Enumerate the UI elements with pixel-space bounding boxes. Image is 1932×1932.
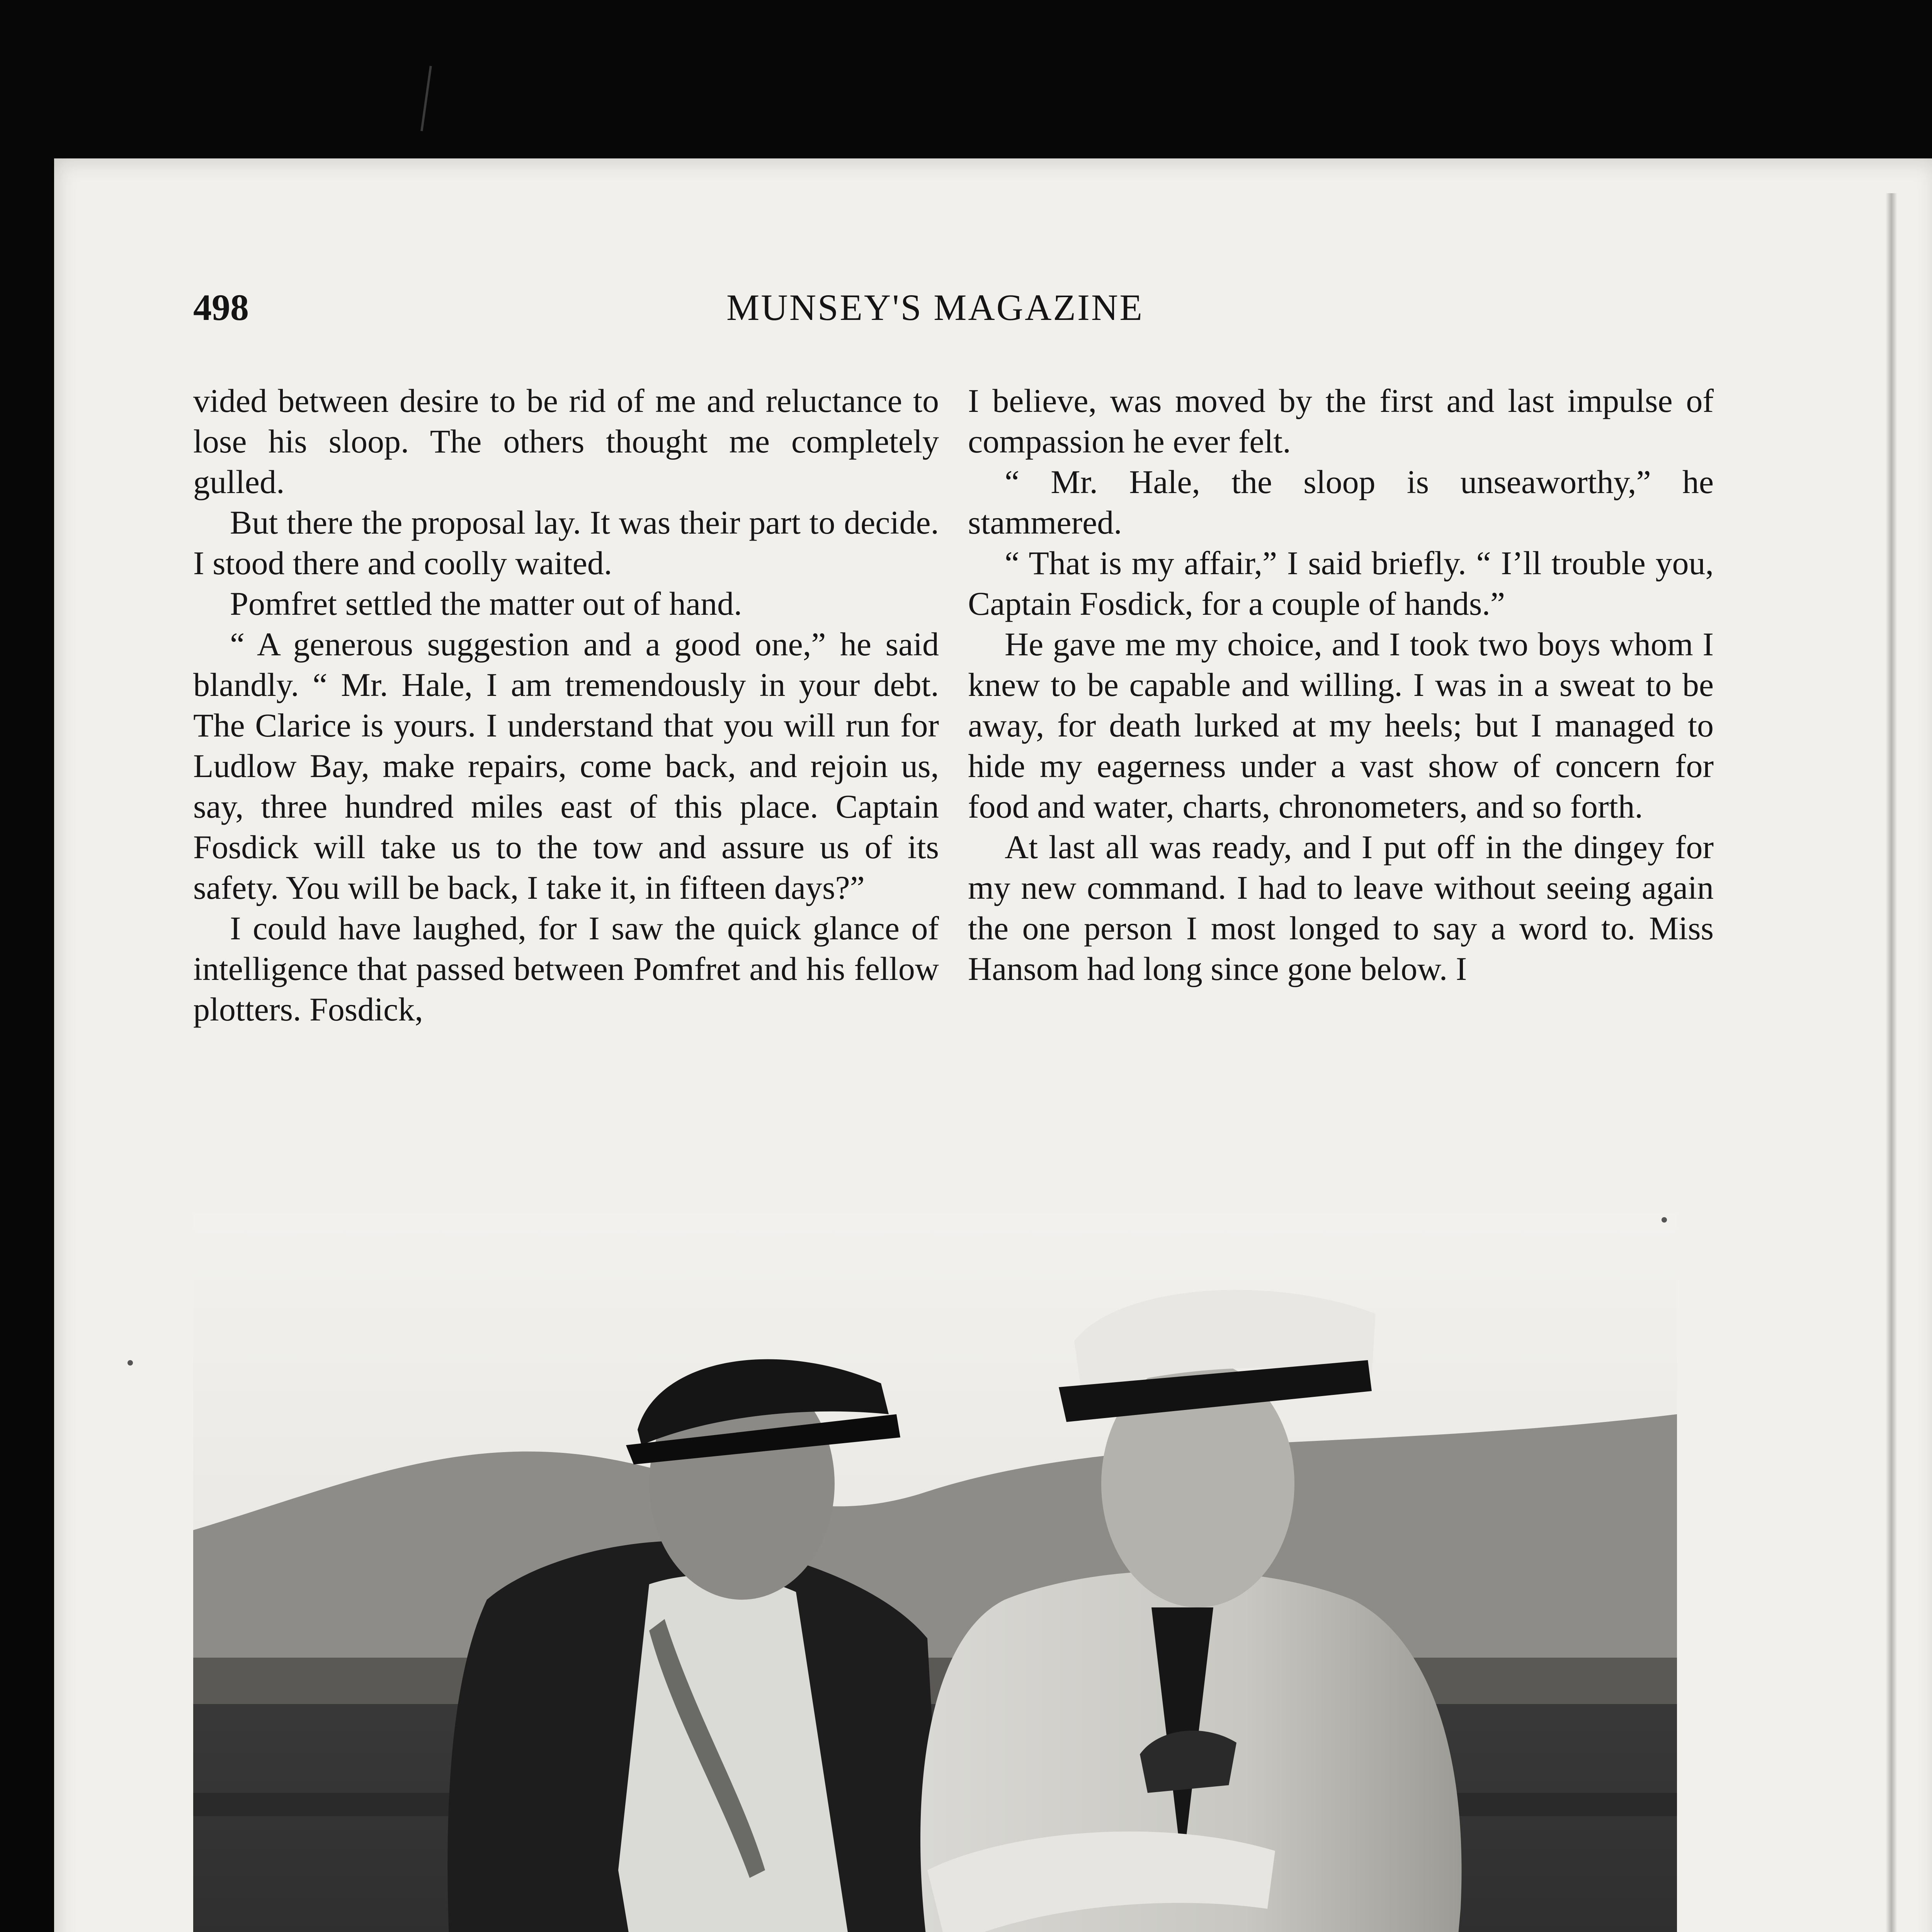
film-scratch [420,66,432,131]
magazine-title: MUNSEY'S MAGAZINE [726,287,1144,328]
paragraph: At last all was ready, and I put off in the dingey for my new command. I had to leave without seeing again the one person I most longed to say a word to. Miss Hansom had long since gone below. I [968,828,1714,987]
margin-speck [128,1360,133,1366]
margin-speck [1662,1217,1667,1223]
running-head [193,286,1719,340]
paragraph: “ Mr. Hale, the sloop is unseaworthy,” he stammered. [968,463,1714,541]
paragraph: But there the proposal lay. It was their part to decide. I stood there and coolly waited. [193,504,939,582]
paragraph: “ A generous suggestion and a good one,” he said blandly. “ Mr. Hale, I am tremendously in your debt. The Clarice is yours. I understand that you will run for Ludlow Bay, make repairs, come back, and rejoin us, say, three hundred miles east of this place. Captain Fosdick will take us to the tow and assure us of its safety. You will be back, I take it, in fifteen days?” [193,626,939,906]
right-text-column [968,381,1714,989]
paragraph: I could have laughed, for I saw the quick glance of intelligence that passed between Pomfret and his fellow plotters. Fosdick, [193,910,939,1028]
illustration-two-sailors [193,1213,1677,1932]
page-number: 498 [193,287,249,328]
paragraph: “ That is my affair,” I said briefly. “ I’ll trouble you, Captain Fosdick, for a couple of hands.” [968,544,1714,622]
paragraph: I believe, was moved by the first and last impulse of compassion he ever felt. [968,382,1714,460]
page-crease [1886,193,1897,1932]
paragraph: vided between desire to be rid of me and reluctance to lose his sloop. The others thought me completely gulled. [193,382,939,500]
left-text-column [193,381,939,1030]
paragraph: Pomfret settled the matter out of hand. [230,585,742,622]
paragraph: He gave me my choice, and I took two boys whom I knew to be capable and willing. I was in a sweat to be away, for death lurked at my heels; but I managed to hide my eagerness under a vast show of concern for food and water, charts, chronometers, and so forth. [968,626,1714,825]
